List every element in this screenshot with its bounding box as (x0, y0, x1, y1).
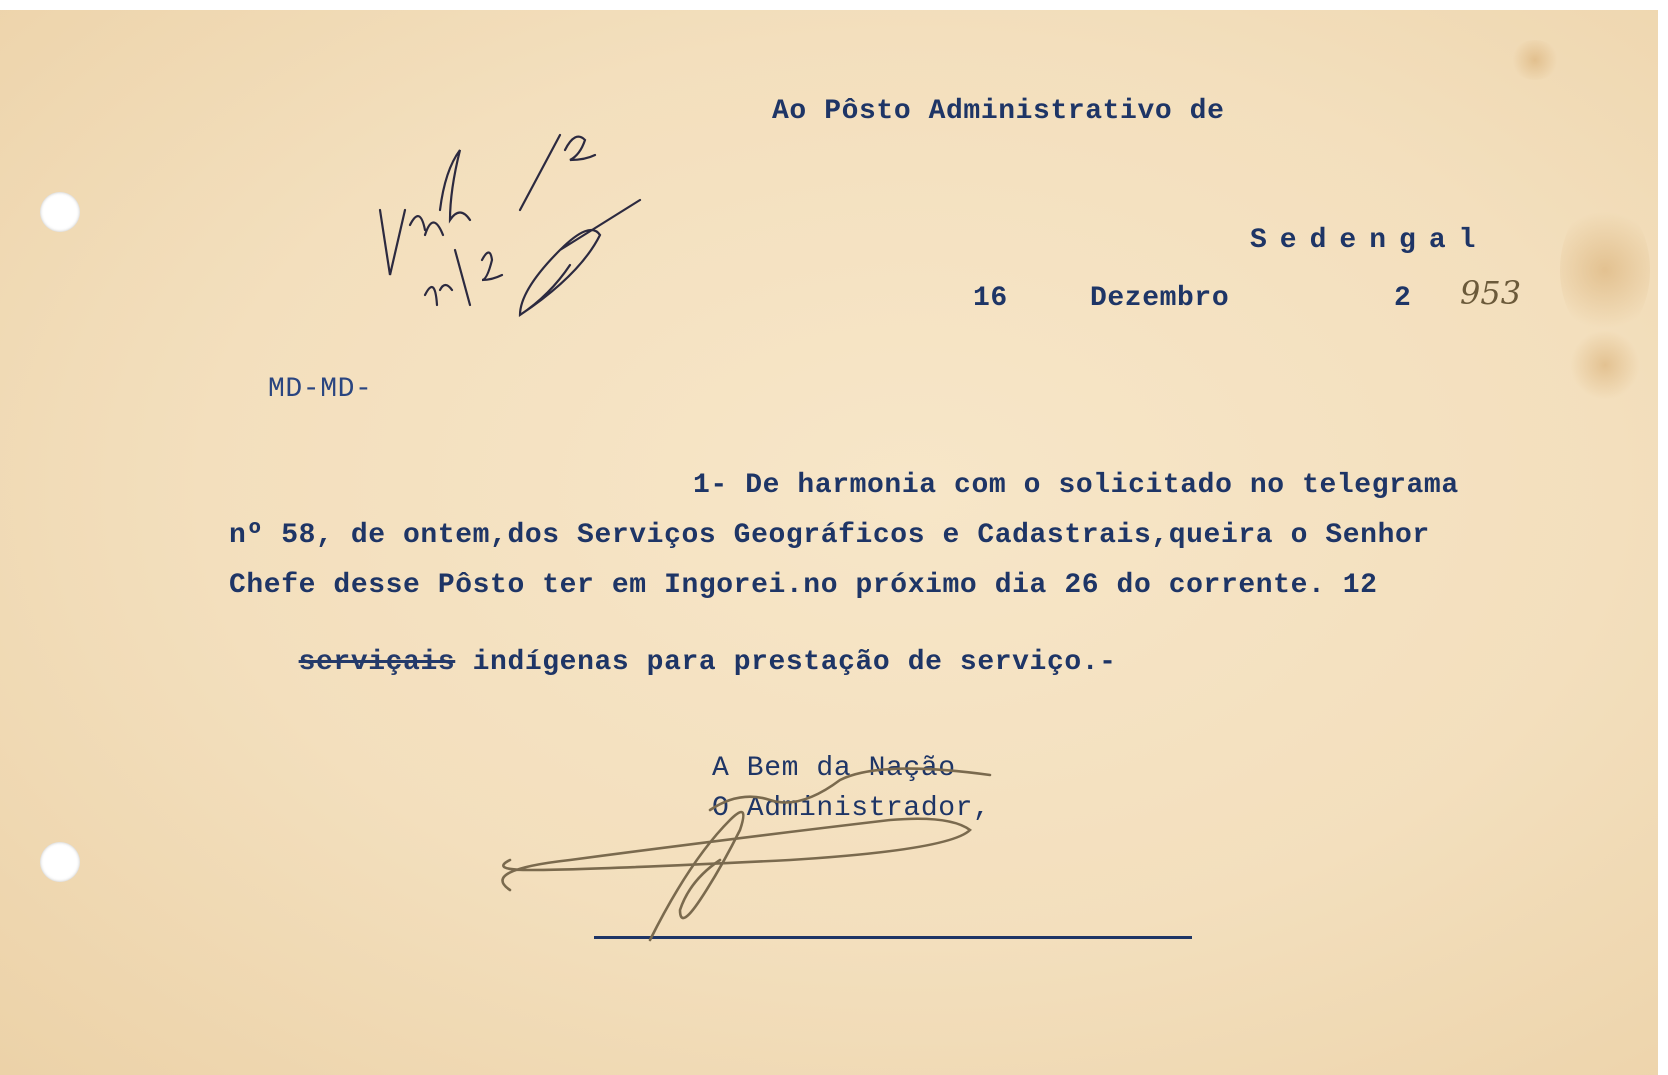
margin-note-flourish (520, 200, 640, 315)
punch-hole-top (40, 192, 80, 232)
date-day: 16 (973, 283, 1008, 314)
body-line-2: nº 58, de ontem,dos Serviços Geográficos e Cadastrais,queira o Senhor (229, 520, 1430, 551)
document-sheet (0, 10, 1658, 1075)
paper-stain (1570, 330, 1640, 400)
signature-rule (594, 936, 1192, 939)
place-name: Sedengal (1250, 225, 1489, 256)
margin-note-initials (380, 150, 470, 275)
struck-word: serviçais (298, 647, 456, 678)
body-line-4-text: indígenas para prestação de serviço.- (472, 647, 1117, 678)
date-year-handwritten: 953 (1460, 274, 1522, 312)
body-line-4 (229, 621, 1117, 705)
body-line-3: Chefe desse Pôsto ter em Ingorei.no próximo dia 26 do corrente. 12 (229, 570, 1378, 601)
body-line-1: 1- De harmonia com o solicitado no telegrama (693, 470, 1459, 501)
closing-line: A Bem da Nação (712, 753, 956, 784)
punch-hole-bottom (40, 842, 80, 882)
signatory-line: O Administrador, (712, 793, 991, 824)
paper-stain (1560, 200, 1650, 340)
paper-stain (1510, 40, 1560, 80)
date-year-typed: 2 (1394, 283, 1412, 314)
date-month: Dezembro (1090, 283, 1230, 314)
reference-code: MD-MD- (268, 374, 373, 405)
addressee-line: Ao Pôsto Administrativo de (772, 96, 1225, 127)
margin-note-date (425, 135, 595, 305)
